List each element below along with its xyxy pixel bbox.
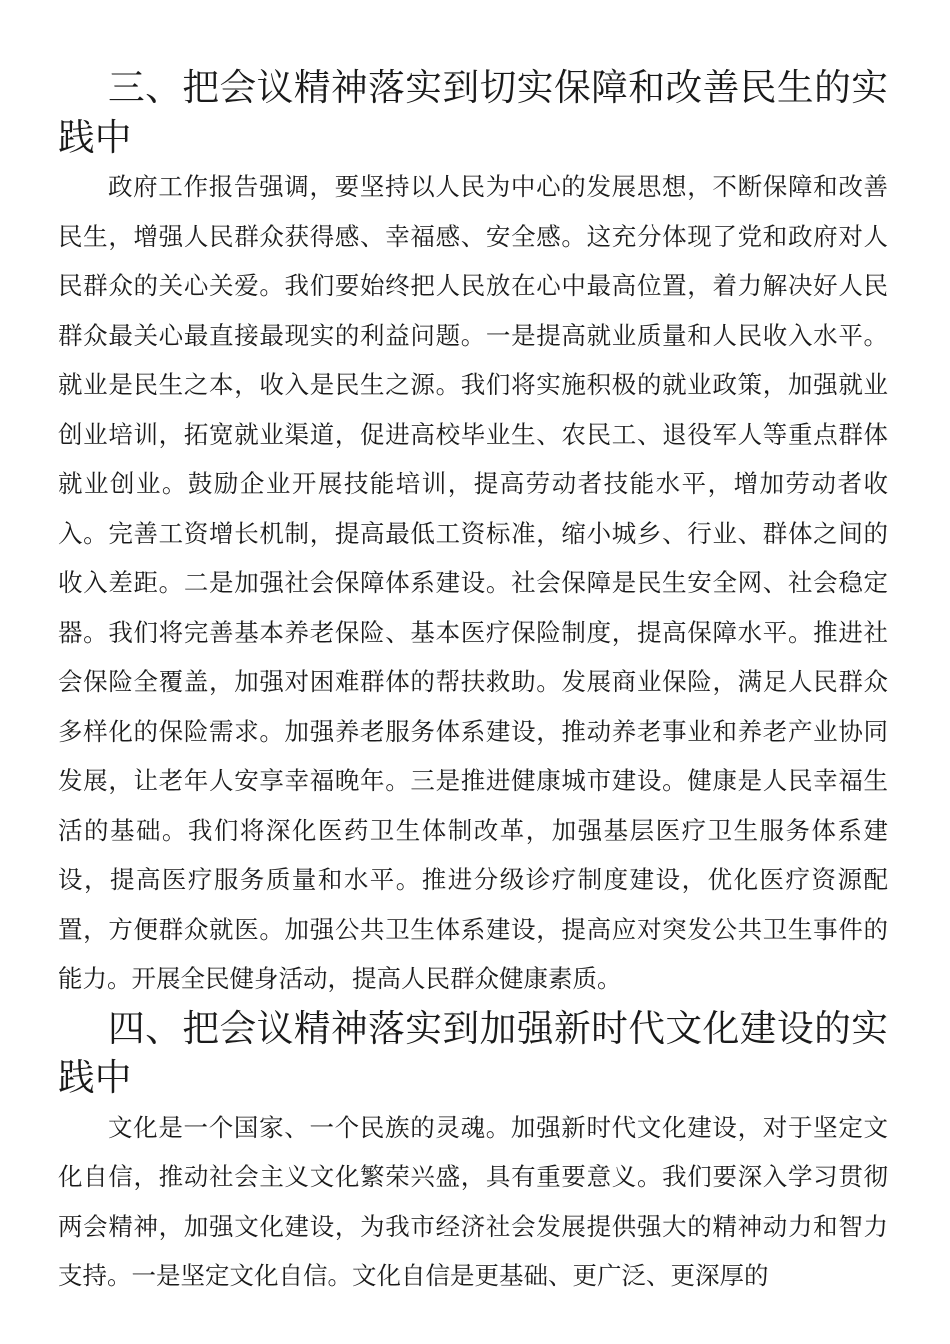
section-4-paragraph: 文化是一个国家、一个民族的灵魂。加强新时代文化建设，对于坚定文化自信，推动社会主义文化繁荣兴盛，具有重要意义。我们要深入学习贯彻两会精神，加强文化建设，为我市经济社会发展提供强大的精神动力和智力支持。一是坚定文化自信。文化自信是更基础、更广泛、更深厚的 [58,1112,888,1290]
section-3-heading: 三、把会议精神落实到切实保障和改善民生的实践中 [58,66,888,159]
section-4-heading: 四、把会议精神落实到加强新时代文化建设的实践中 [58,1006,888,1099]
section-3-paragraph: 政府工作报告强调，要坚持以人民为中心的发展思想，不断保障和改善民生，增强人民群众获得感、幸福感、安全感。这充分体现了党和政府对人民群众的关心关爱。我们要始终把人民放在心中最高位置，着力解决好人民群众最关心最直接最现实的利益问题。一是提高就业质量和人民收入水平。就业是民生之本，收入是民生之源。我们将实施积极的就业政策，加强就业创业培训，拓宽就业渠道，促进高校毕业生、农民工、退役军人等重点群体就业创业。鼓励企业开展技能培训，提高劳动者技能水平，增加劳动者收入。完善工资增长机制，提高最低工资标准，缩小城乡、行业、群体之间的收入差距。二是加强社会保障体系建设。社会保障是民生安全网、社会稳定器。我们将完善基本养老保险、基本医疗保险制度，提高保障水平。推进社会保险全覆盖，加强对困难群体的帮扶救助。发展商业保险，满足人民群众多样化的保险需求。加强养老服务体系建设，推动养老事业和养老产业协同发展，让老年人安享幸福晚年。三是推进健康城市建设。健康是人民幸福生活的基础。我们将深化医药卫生体制改革，加强基层医疗卫生服务体系建设，提高医疗服务质量和水平。推进分级诊疗制度建设，优化医疗资源配置，方便群众就医。加强公共卫生体系建设，提高应对突发公共卫生事件的能力。开展全民健身活动，提高人民群众健康素质。 [58,172,888,993]
document-page [58,63,888,1301]
